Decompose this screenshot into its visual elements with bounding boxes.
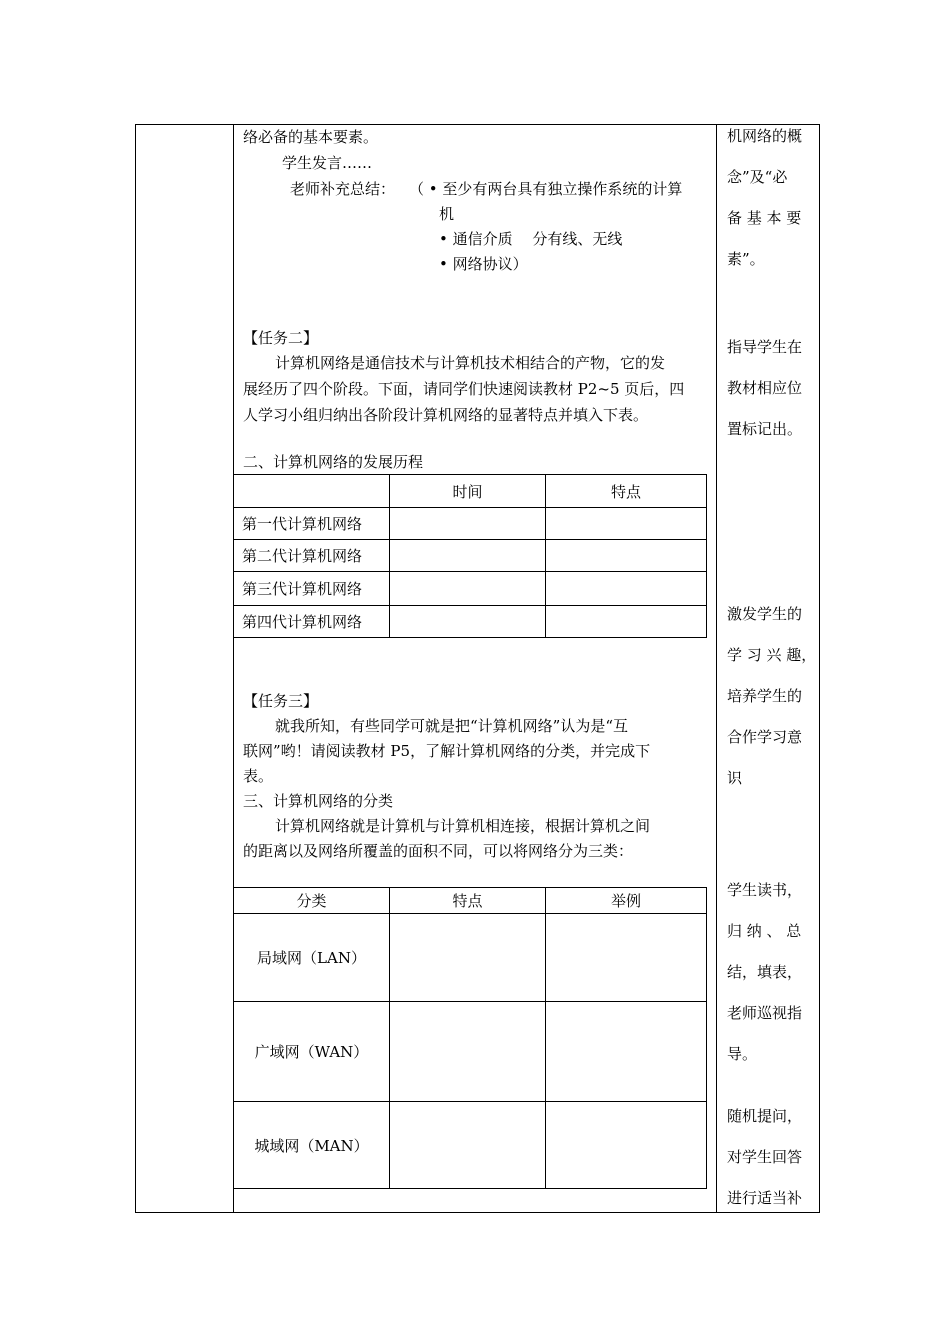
table-row-label: 城域网（MAN） [234,1102,390,1189]
task2-title: 【任务二】 [243,329,319,347]
table-cell [546,914,707,1002]
task2-paragraph: 人学习小组归纳出各阶段计算机网络的显著特点并填入下表。 [243,406,649,424]
sidebar-line: 进行适当补 [727,1189,803,1207]
section2-title: 二、计算机网络的发展历程 [243,453,424,471]
table-row-label: 第一代计算机网络 [234,508,390,540]
task3-paragraph: 就我所知，有些同学可就是把“计算机网络”认为是“互 [275,717,629,735]
table-header-cell [234,475,390,508]
table-header-cell: 时间 [390,475,546,508]
sidebar-line: 导。 [727,1045,758,1063]
table-cell [546,508,707,540]
sidebar-line: 归 纳 、 总 [727,922,802,940]
sidebar-line: 激发学生的 [727,605,803,623]
teacher-summary-label: 老师补充总结： [290,180,396,198]
sidebar-line: 合作学习意 [727,728,803,746]
sidebar-line: 培养学生的 [727,687,803,705]
table-cell [546,1102,707,1189]
table-cell [390,572,546,606]
sidebar-line: 素”。 [727,250,765,268]
sidebar-line: 随机提问， [727,1107,803,1125]
table-cell [546,540,707,572]
sidebar-line: 学 习 兴 趣， [727,646,817,664]
table-row-label: 局域网（LAN） [234,914,390,1002]
task3-paragraph: 联网”哟！请阅读教材 P5，了解计算机网络的分类，并完成下 [243,742,651,760]
sidebar-line: 念”及“必 [727,168,788,186]
sidebar-line: 老师巡视指 [727,1004,803,1022]
table-cell [390,540,546,572]
sidebar-line: 置标记出。 [727,420,803,438]
summary-bullet-cont: 机 [439,205,455,223]
table-cell [546,606,707,638]
table-cell [390,1002,546,1102]
sidebar-line: 机网络的概 [727,127,803,145]
text-line: 络必备的基本要素。 [243,128,379,146]
column-divider-right [716,125,717,1212]
sidebar-note [727,594,817,799]
sidebar-line: 备 基 本 要 [727,209,802,227]
section3-paragraph: 的距离以及网络所覆盖的面积不同，可以将网络分为三类： [243,842,634,860]
sidebar-note [727,1096,817,1219]
table-cell [390,1102,546,1189]
section3-paragraph: 计算机网络就是计算机与计算机相连接，根据计算机之间 [275,817,651,835]
student-speak: 学生发言…… [282,154,373,172]
table-cell [390,606,546,638]
table-row-label: 广域网（WAN） [234,1002,390,1102]
summary-bullet: • 通信介质 分有线、无线 [439,230,623,248]
summary-bullet: • 网络协议） [439,255,528,273]
table-cell [390,508,546,540]
sidebar-note [727,116,817,280]
task2-paragraph: 计算机网络是通信技术与计算机技术相结合的产物，它的发 [275,354,666,372]
table-header-cell: 特点 [546,475,707,508]
table-header-cell: 举例 [546,888,707,914]
sidebar-line: 教材相应位 [727,379,803,397]
task3-paragraph: 表。 [243,767,274,785]
table-row-label: 第三代计算机网络 [234,572,390,606]
sidebar-line: 识 [727,769,743,787]
sidebar-note [727,327,817,450]
sidebar-line: 指导学生在 [727,338,803,356]
table-header-cell: 分类 [234,888,390,914]
summary-bullet: （ • 至少有两台具有独立操作系统的计算 [409,180,683,198]
task2-paragraph: 展经历了四个阶段。下面，请同学们快速阅读教材 P2~5 页后，四 [243,380,685,398]
table-row-label: 第四代计算机网络 [234,606,390,638]
task3-title: 【任务三】 [243,692,319,710]
table-cell [546,1002,707,1102]
table-cell [390,914,546,1002]
table-cell [546,572,707,606]
lesson-plan-frame [135,124,820,1213]
development-table [233,474,707,638]
section3-title: 三、计算机网络的分类 [243,792,394,810]
classification-table [233,887,707,1189]
table-header-cell: 特点 [390,888,546,914]
sidebar-note [727,870,817,1075]
sidebar-line: 学生读书， [727,881,803,899]
sidebar-line: 对学生回答 [727,1148,803,1166]
sidebar-line: 结，填表， [727,963,803,981]
table-row-label: 第二代计算机网络 [234,540,390,572]
